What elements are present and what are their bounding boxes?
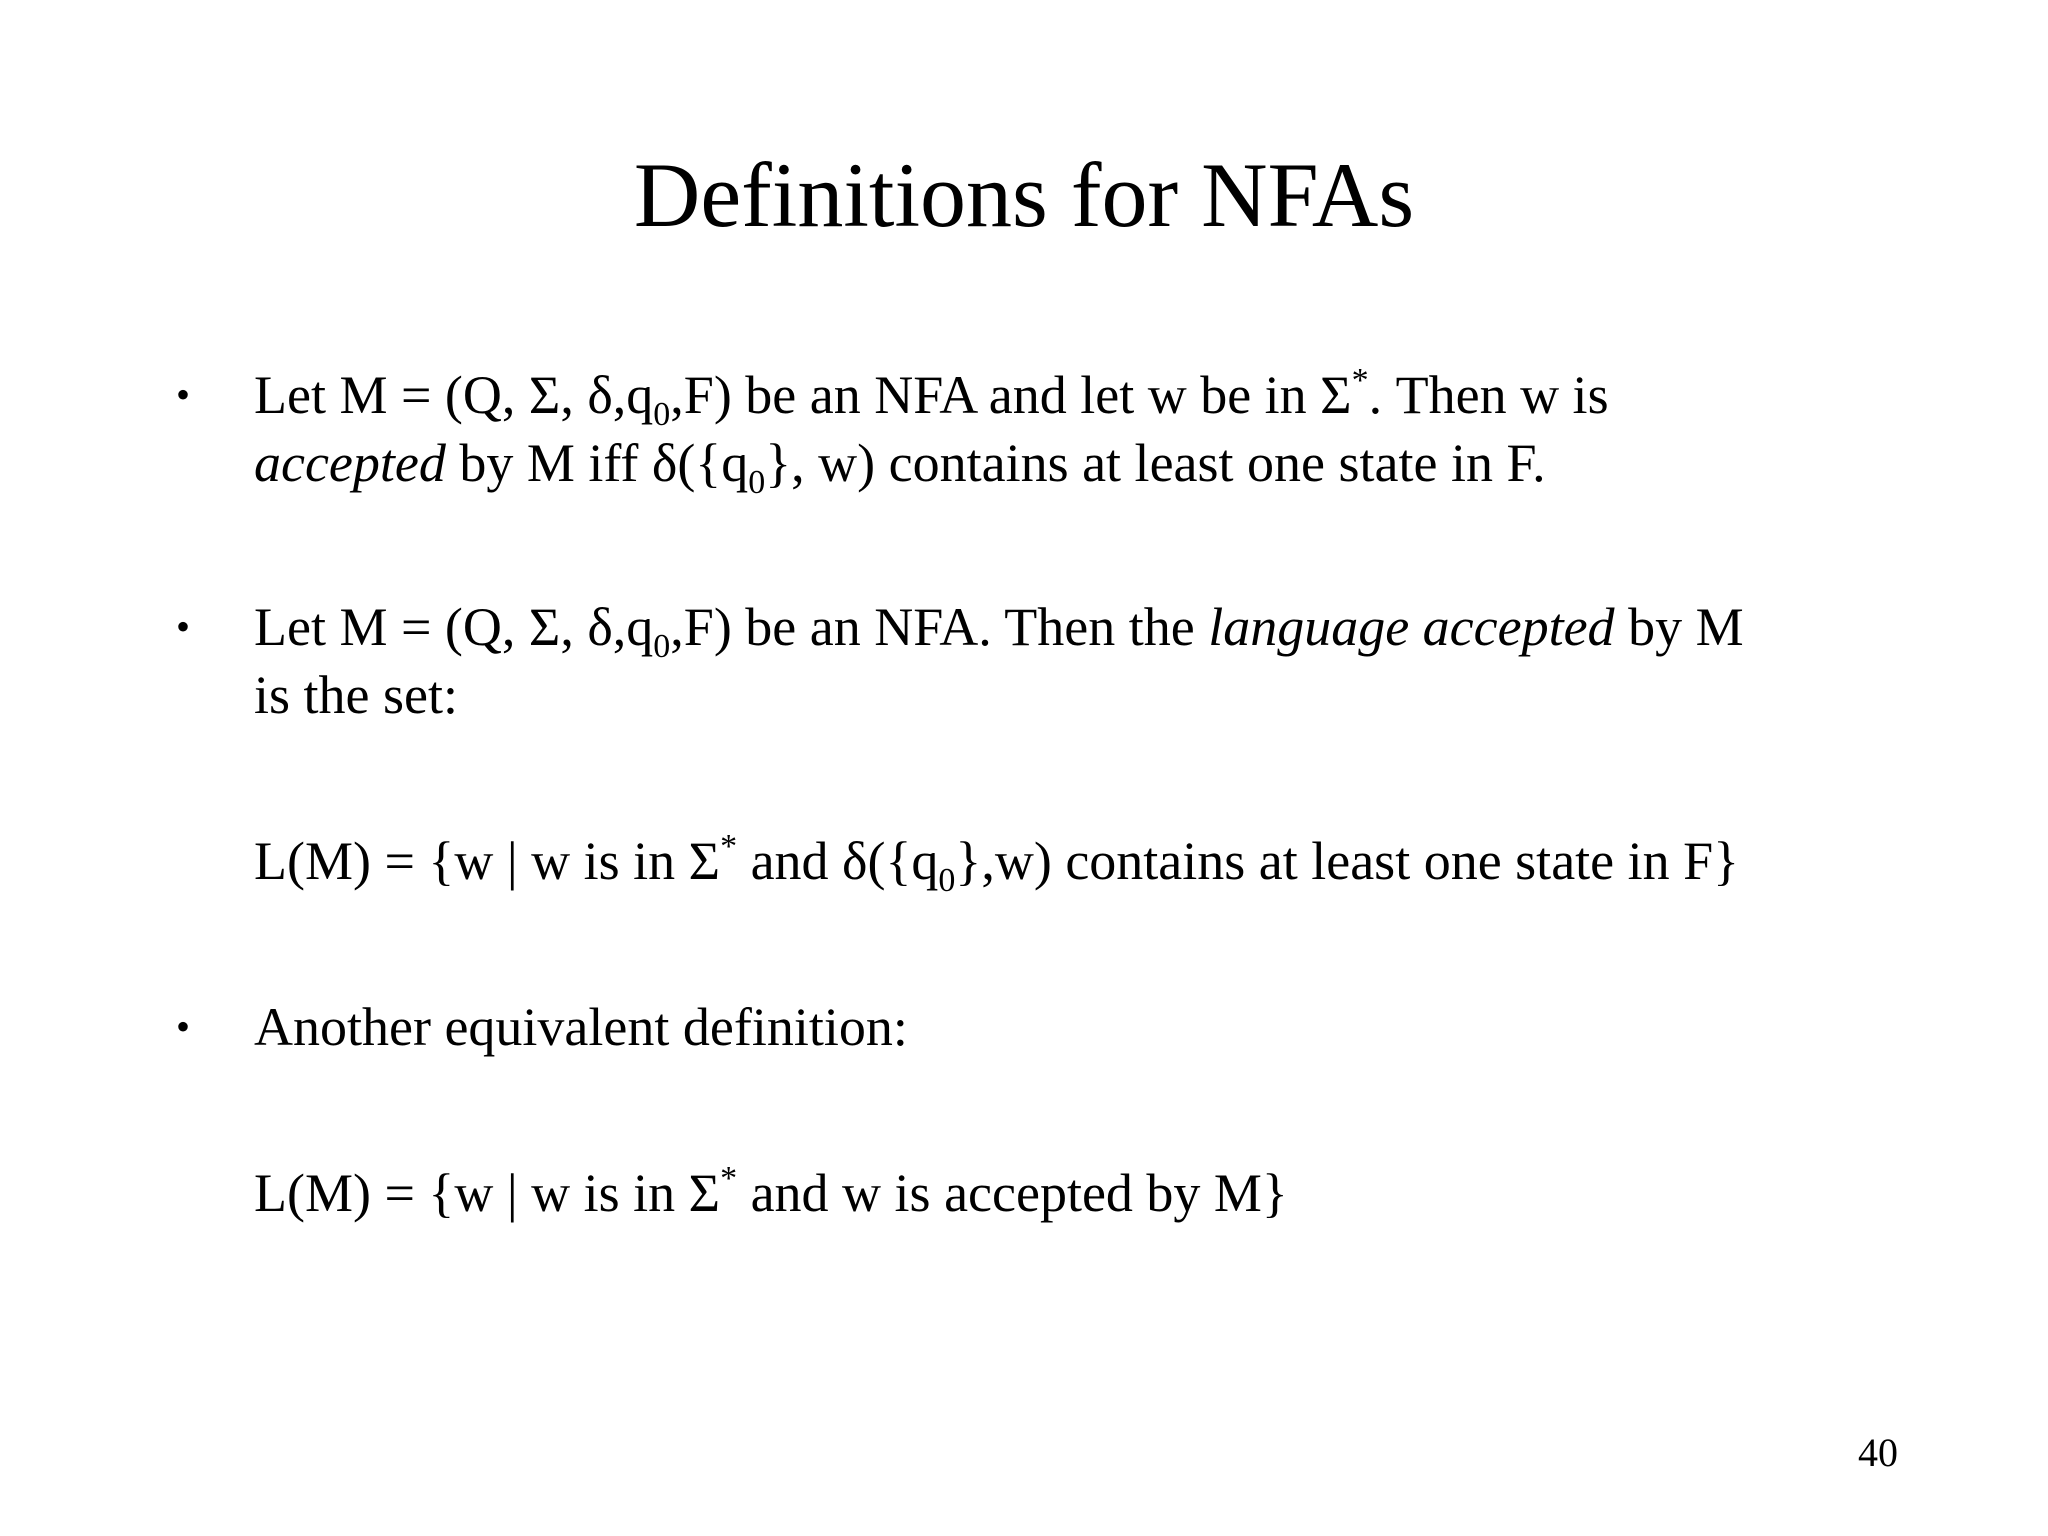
bullet-dot-2: • [176, 604, 191, 649]
bullet-1-line-2 [254, 428, 1546, 501]
text-segment: Let M = (Q, Σ, δ,q [254, 597, 654, 657]
emphasis-text: language accepted [1208, 597, 1615, 657]
subscript: 0 [748, 464, 766, 501]
text-segment: by M iff δ({q [445, 433, 749, 493]
bullet-3-line-1: Another equivalent definition: [254, 997, 908, 1057]
bullet-dot-1: • [176, 372, 191, 417]
superscript: * [720, 828, 738, 865]
text-segment: . Then w is [1368, 365, 1609, 425]
text-segment: }, w) contains at least one state in F. [765, 433, 1546, 493]
slide-title: Definitions for NFAs [633, 144, 1415, 246]
bullet-2-line-2: is the set: [254, 665, 458, 725]
page-number: 40 [1858, 1430, 1898, 1475]
text-segment: L(M) = {w | w is in Σ [254, 1163, 721, 1223]
subscript: 0 [653, 396, 671, 433]
bullet-dot-3: • [176, 1004, 191, 1049]
text-segment: ,F) be an NFA. Then the [670, 597, 1209, 657]
text-segment: and w is accepted by M} [737, 1163, 1288, 1223]
formula-language-definition [254, 826, 1740, 899]
formula-equivalent-definition [254, 1158, 1288, 1228]
bullet-2-line-1 [254, 592, 1744, 665]
text-segment: by M [1614, 597, 1744, 657]
text-segment: and δ({q [737, 831, 939, 891]
superscript: * [720, 1160, 738, 1197]
text-segment: ,F) be an NFA and let w be in Σ [670, 365, 1352, 425]
emphasis-text: accepted [254, 433, 446, 493]
bullet-1-line-1 [254, 360, 1609, 433]
text-segment: Let M = (Q, Σ, δ,q [254, 365, 654, 425]
subscript: 0 [938, 862, 956, 899]
superscript: * [1351, 362, 1369, 399]
text-segment: L(M) = {w | w is in Σ [254, 831, 721, 891]
subscript: 0 [653, 628, 671, 665]
text-segment: },w) contains at least one state in F} [955, 831, 1740, 891]
